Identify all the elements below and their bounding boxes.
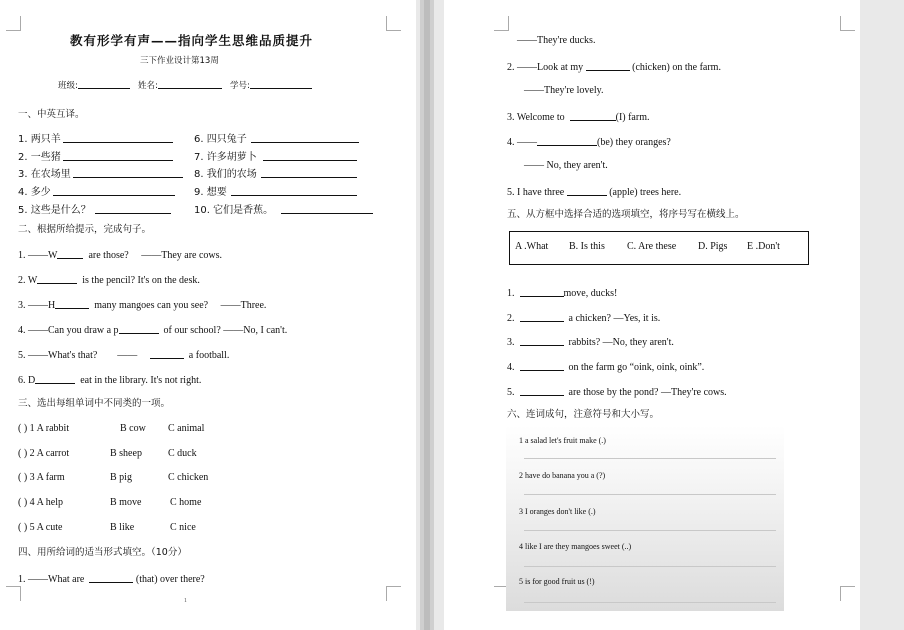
crop-mark [840, 586, 855, 601]
answer-blank[interactable] [119, 323, 159, 334]
section-4-heading: 四、用所给词的适当形式填空。（10分） [18, 547, 187, 558]
s5-q1: 1. move, ducks! [507, 288, 618, 299]
s3-row: ( ) 3 A farm [18, 472, 65, 483]
name-blank[interactable] [158, 78, 222, 89]
answer-blank[interactable] [35, 373, 75, 384]
name-label: 姓名: [137, 81, 158, 91]
s3-option: C home [170, 497, 202, 508]
crop-mark [386, 586, 401, 601]
answer-blank[interactable] [251, 132, 359, 143]
s4-q2: 2. ——Look at my (chicken) on the farm. [507, 62, 721, 73]
writing-line [524, 602, 776, 603]
s3-option: C nice [170, 522, 196, 533]
class-label: 班级: [58, 81, 78, 91]
crop-mark [494, 16, 509, 31]
answer-blank[interactable] [520, 286, 564, 297]
writing-line [524, 458, 776, 459]
writing-line [524, 530, 776, 531]
answer-blank[interactable] [57, 248, 83, 259]
writing-line [524, 566, 776, 567]
option-b: B. Is this [569, 241, 605, 252]
answer-blank[interactable] [520, 335, 564, 346]
s5-q2: 2. a chicken? —Yes, it is. [507, 313, 661, 324]
answer-blank[interactable] [261, 167, 357, 178]
s1-item: 10. 它们是香蕉。 [194, 203, 373, 217]
number-blank[interactable] [250, 78, 312, 89]
answer-blank[interactable] [520, 311, 564, 322]
s2-q3: 3. ——H many mangoes can you see? ——Three. [18, 300, 267, 311]
s3-option: B sheep [110, 448, 142, 459]
s3-row: ( ) 1 A rabbit [18, 423, 70, 434]
s4-q4: 4. —— (be) they oranges? [507, 137, 671, 148]
option-c: C. Are these [627, 241, 677, 252]
page-title: 教有形学有声——指向学生思维品质提升 [70, 33, 314, 48]
s1-item: 8. 我们的农场 [194, 167, 357, 181]
section-3-heading: 三、选出每组单词中不同类的一项。 [18, 398, 171, 409]
option-a: A .What [515, 241, 549, 252]
answer-blank[interactable] [63, 132, 173, 143]
s1-item: 1. 两只羊 [18, 132, 173, 146]
answer-blank[interactable] [570, 110, 616, 121]
s5-q3: 3. rabbits? —No, they aren't. [507, 337, 674, 348]
answer-blank[interactable] [55, 298, 89, 309]
s1-item: 2. 一些猪 [18, 150, 173, 164]
s4-q1: 1. ——What are (that) over there? [18, 574, 205, 585]
s2-q5: 5. ——What's that? —— a football. [18, 350, 230, 361]
answer-blank[interactable] [150, 348, 184, 359]
crop-mark [840, 16, 855, 31]
answer-blank[interactable] [89, 572, 133, 583]
s3-row: ( ) 4 A help [18, 497, 63, 508]
section-5-heading: 五、从方框中选择合适的选项填空，将序号写在横线上。 [507, 209, 745, 220]
scramble-line: 1 a salad let's fruit make (.) [519, 436, 606, 445]
s3-option: B like [110, 522, 135, 533]
scramble-line: 4 like I are they mangoes sweet (..) [519, 542, 632, 551]
scramble-line: 5 is for good fruit us (!) [519, 577, 595, 586]
answer-blank[interactable] [263, 150, 357, 161]
s4-q1-reply: ——They're ducks. [517, 35, 596, 46]
answer-blank[interactable] [537, 135, 597, 146]
s5-q4: 4. on the farm go “oink, oink, oink”. [507, 362, 705, 373]
page-gap-shadow [424, 0, 430, 630]
answer-blank[interactable] [63, 150, 173, 161]
s3-option: C animal [168, 423, 205, 434]
s2-q2: 2. W is the pencil? It's on the desk. [18, 275, 200, 286]
s3-option: B move [110, 497, 142, 508]
s4-q2-reply: ——They're lovely. [524, 85, 604, 96]
s1-item: 5. 这些是什么？ [18, 203, 171, 217]
answer-blank[interactable] [520, 385, 564, 396]
s3-option: B pig [110, 472, 132, 483]
s3-option: B cow [120, 423, 146, 434]
option-e: E .Don't [747, 241, 780, 252]
s1-item: 6. 四只兔子 [194, 132, 359, 146]
s3-row: ( ) 5 A cute [18, 522, 63, 533]
s3-option: C chicken [168, 472, 209, 483]
s2-q6: 6. D eat in the library. It's not right. [18, 375, 202, 386]
s1-item: 3. 在农场里 [18, 167, 183, 181]
scramble-line: 2 have do banana you a (?) [519, 471, 606, 480]
s1-item: 7. 许多胡萝卜 [194, 150, 357, 164]
answer-blank[interactable] [567, 185, 607, 196]
page-number: 1 [184, 598, 187, 604]
answer-blank[interactable] [53, 185, 175, 196]
writing-line [524, 494, 776, 495]
answer-blank[interactable] [95, 203, 171, 214]
answer-blank[interactable] [586, 60, 630, 71]
crop-mark [6, 16, 21, 31]
answer-blank[interactable] [73, 167, 183, 178]
s1-item: 4. 多少 [18, 185, 175, 199]
page-subtitle: 三下作业设计第13周 [140, 56, 219, 66]
crop-mark [386, 16, 401, 31]
section-6-heading: 六、连词成句，注意符号和大小写。 [507, 409, 660, 420]
header-fields [58, 78, 312, 92]
s2-q1: 1. ——W are those? ——They are cows. [18, 250, 223, 261]
s1-item: 9. 想要 [194, 185, 357, 199]
option-d: D. Pigs [698, 241, 728, 252]
section-1-heading: 一、中英互译。 [18, 109, 85, 120]
s4-q4-reply: —— No, they aren't. [524, 160, 608, 171]
s2-q4: 4. ——Can you draw a p of our school? ——No, I can't. [18, 325, 288, 336]
s4-q3: 3. Welcome to (I) farm. [507, 112, 650, 123]
document-page-1 [0, 0, 416, 630]
s4-q5: 5. I have three (apple) trees here. [507, 187, 682, 198]
number-label: 学号: [229, 81, 250, 91]
answer-blank[interactable] [37, 273, 77, 284]
class-blank[interactable] [78, 78, 130, 89]
section-2-heading: 二、根据所给提示，完成句子。 [18, 224, 152, 235]
answer-blank[interactable] [281, 203, 373, 214]
s3-option: C duck [168, 448, 197, 459]
answer-blank[interactable] [520, 360, 564, 371]
crop-mark [6, 586, 21, 601]
s3-row: ( ) 2 A carrot [18, 448, 70, 459]
s5-q5: 5. are those by the pond? —They're cows. [507, 387, 727, 398]
scramble-line: 3 I oranges don't like (.) [519, 507, 596, 516]
answer-blank[interactable] [231, 185, 357, 196]
